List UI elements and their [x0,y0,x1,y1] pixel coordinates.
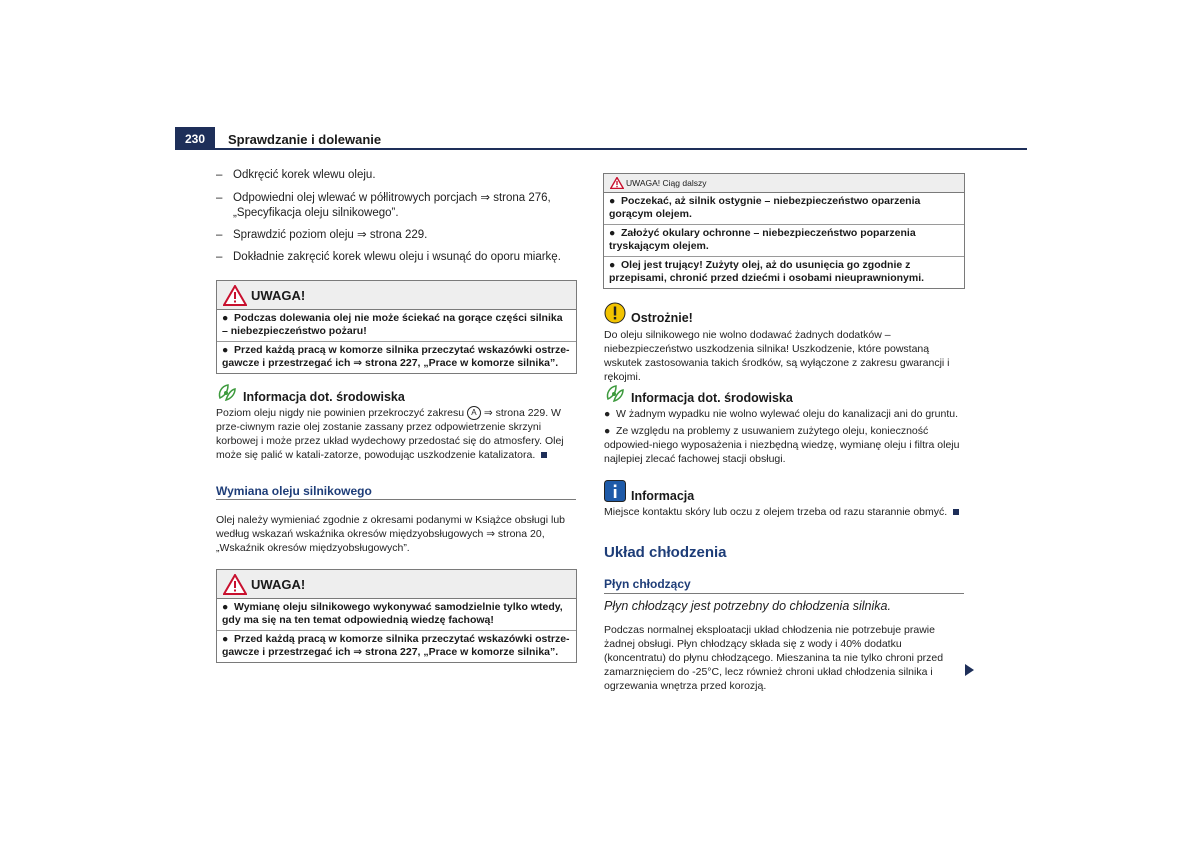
warning-item: ● Przed każdą pracą w komorze silnika przeczytać wskazówki ostrze-gawcze i przestrzegać ich ⇒ strona 227, „Prace w komorze silnika”. [222,344,570,369]
subsection-rule [604,593,964,594]
end-square-icon [541,452,547,458]
environment-text: Poziom oleju nigdy nie powinien przekroczyć zakresu A ⇒ strona 229. W prze-ciwnym razie olej zostanie zassany przez odpowietrzenie skrzyni korbowej i może przez układ wydechowy przedostać się do atmosfery. Olej może się palić w katali-zatorze, powodując uszkodzenie katalizatora. [216,407,564,462]
subsection-title: Płyn chłodzący [604,577,691,591]
warning-box [216,569,577,663]
end-square-icon [953,509,959,515]
next-page-arrow-icon [965,664,974,676]
bullet-icon: ● [222,344,229,356]
warning-box [216,280,577,374]
bullet-icon: ● [609,259,616,271]
warning-continued-box [603,173,965,289]
warning-triangle-icon [610,177,624,189]
info-icon [604,480,626,502]
header-rule [175,148,1027,150]
caution-text: Do oleju silnikowego nie wolno dodawać żadnych dodatków – niebezpieczeństwo uszkodzenia silnika! Uszkodzenie, które powstaną wskutek zastosowania takich środków, są wyłączone z zakresu gwarancji i rękojmi. [604,329,950,383]
warning-item: ● Poczekać, aż silnik ostygnie – niebezpieczeństwo oparzenia gorącym olejem. [604,193,964,225]
warning-header [604,174,964,193]
marker-a-icon: A [467,406,481,420]
warning-title: UWAGA! [251,288,306,303]
environment-title: Informacja dot. środowiska [631,391,793,405]
warning-title: UWAGA! Ciąg dalszy [626,178,707,188]
bullet-icon: ● [222,633,229,645]
warning-item: ● Przed każdą pracą w komorze silnika przeczytać wskazówki ostrze-gawcze i przestrzegać ich ⇒ strona 227, „Prace w komorze silnika”. [222,633,570,658]
warning-item: ● Podczas dolewania olej nie może ściekać na gorące części silnika – niebezpieczeństwo pożaru! [217,310,576,342]
section-title: Wymiana oleju silnikowego [216,484,372,498]
info-title: Informacja [631,489,695,503]
bullet-icon: ● [609,227,616,239]
warning-item: ● Wymianę oleju silnikowego wykonywać samodzielnie tylko wtedy, gdy ma się na ten temat odpowiednią wiedzę fachową! [217,599,576,631]
section-rule [216,499,576,500]
chapter-title: Układ chłodzenia [604,544,727,561]
list-item: ● Ze względu na problemy z usuwaniem zużytego oleju, konieczność odpowied-niego wyposażenia i niezbędną wiedzę, wymianę oleju i filtra oleju najlepiej zlecać fachowej stacji obsługi. [604,425,960,465]
warning-header [217,281,576,310]
section-text: Olej należy wymieniać zgodnie z okresami podanymi w Książce obsługi lub według wskazań wskaźnika okresów międzyobsługowych ⇒ strona 20, „Wskaźnik okresów międzyobsługowych”. [216,514,565,554]
step-item: – Odpowiedni olej wlewać w półlitrowych porcjach ⇒ strona 276, „Specyfikacja oleju silnikowego”. [216,192,551,219]
warning-header [217,570,576,599]
running-title: Sprawdzanie i dolewanie [228,132,382,147]
step-item: – Dokładnie zakręcić korek wlewu oleju i wsunąć do oporu miarkę. [216,251,561,263]
info-text: Miejsce kontaktu skóry lub oczu z olejem trzeba od razu starannie obmyć. [604,505,966,519]
bullet-icon: ● [609,195,616,207]
list-item: ● W żadnym wypadku nie wolno wylewać oleju do kanalizacji ani do gruntu. [604,408,959,420]
body-text: Podczas normalnej eksploatacji układ chłodzenia nie potrzebuje prawie żadnej obsługi. Płyn chłodzący składa się z wody i 40% dodatku (koncentratu) do płynu chłodzącego. Mieszanina ta nie tylko chroni przed zamarznięciem do -25°C, lecz również chroni układ chłodzenia silnika i ogrzewania wnętrza przed korozją. [604,624,944,692]
warning-triangle-icon [223,574,247,595]
step-item: – Odkręcić korek wlewu oleju. [216,169,376,181]
bullet-icon: ● [604,408,611,420]
caution-title: Ostrożnie! [631,311,693,325]
bullet-icon: ● [222,312,229,324]
lead-text: Płyn chłodzący jest potrzebny do chłodzenia silnika. [604,599,891,613]
exclamation-circle-icon [604,302,626,324]
page-number: 230 [175,127,215,149]
warning-item: ● Założyć okulary ochronne – niebezpieczeństwo poparzenia tryskającym olejem. [604,225,964,257]
warning-triangle-icon [223,285,247,306]
recycle-leaf-icon [604,383,626,403]
bullet-icon: ● [222,601,229,613]
environment-title: Informacja dot. środowiska [243,390,405,404]
step-item: – Sprawdzić poziom oleju ⇒ strona 229. [216,229,428,241]
recycle-leaf-icon [216,382,238,402]
warning-item: ● Olej jest trujący! Zużyty olej, aż do usunięcia go zgodnie z przepisami, chronić przed dziećmi i osobami nieuprawnionymi. [609,259,925,284]
bullet-icon: ● [604,425,611,437]
warning-title: UWAGA! [251,577,306,592]
